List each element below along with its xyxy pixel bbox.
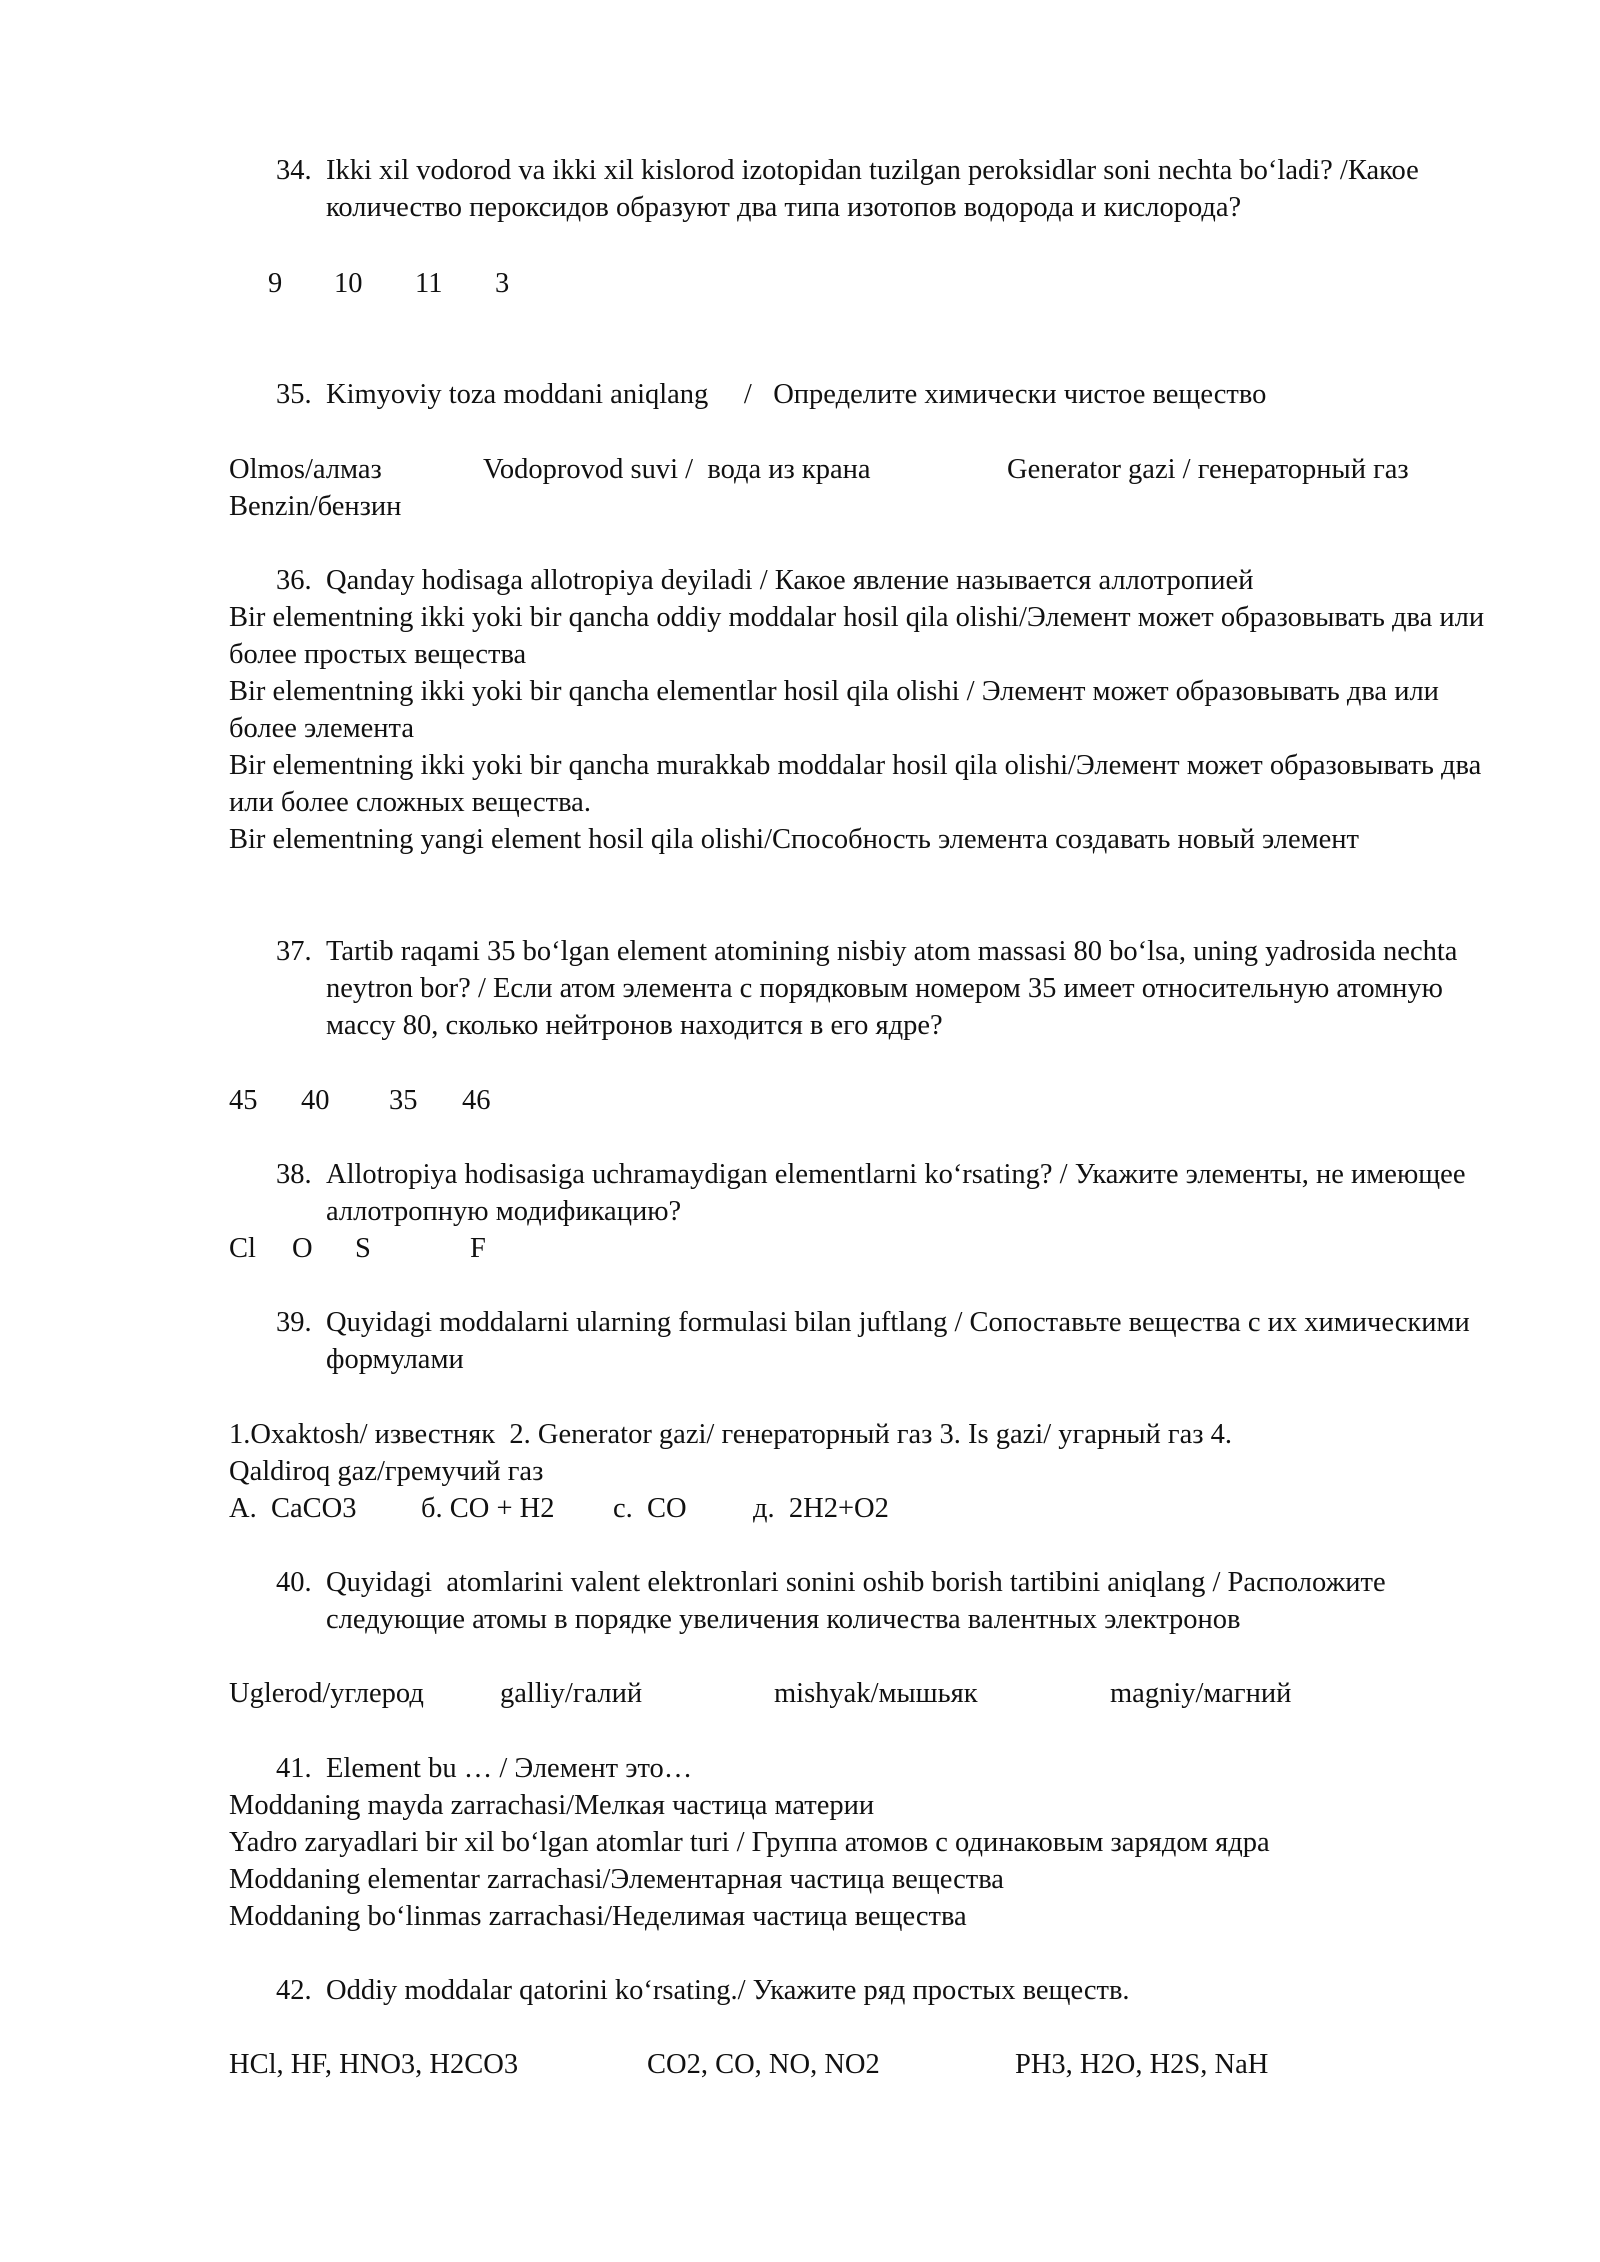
question-text: Kimyoviy toza moddani aniqlang / Определите химически чистое вещество: [326, 379, 1267, 410]
answer-option: Moddaning elementar zarrachasi/Элементарная частица вещества: [229, 1864, 1004, 1895]
question-37: [276, 933, 1516, 1044]
answer-option: PH3, H2O, H2S, NaH: [1015, 2049, 1269, 2080]
answer-option: O: [292, 1233, 313, 1264]
answer-option: S: [355, 1233, 371, 1264]
answer-option: Bir elementning ikki yoki bir qancha oddiy moddalar hosil qila olishi/Элемент может образовывать два или более простых вещества: [229, 602, 1485, 670]
question-text: Tartib raqami 35 bo‘lgan element atomining nisbiy atom massasi 80 bo‘lsa, uning yadrosida nechta neytron bor? / Если атом элемента с порядковым номером 35 имеет относительную атомную массу 80, сколько нейтронов находится в его ядре?: [326, 936, 1458, 1041]
answer-option: CO2, CO, NO, NO2: [647, 2049, 880, 2080]
answer-option: 45: [229, 1085, 258, 1116]
question-number: 38.: [276, 1159, 312, 1190]
question-text: Quyidagi moddalarni ularning formulasi bilan juftlang / Сопоставьте вещества с их химическими формулами: [326, 1307, 1470, 1375]
question-42: [276, 1972, 1516, 2009]
question-40: [276, 1564, 1516, 1638]
answer-option: Bir elementning ikki yoki bir qancha murakkab moddalar hosil qila olishi/Элемент может образовывать два или более сложных вещества.: [229, 750, 1482, 818]
answer-option: 11: [415, 268, 443, 299]
answer-option: А. CaCO3: [229, 1493, 357, 1524]
answer-option: 10: [334, 268, 363, 299]
question-38: [276, 1156, 1516, 1230]
answer-option: Cl: [229, 1233, 256, 1264]
matching-items: Qaldiroq gaz/гремучий газ: [229, 1456, 544, 1487]
answer-option: Moddaning bo‘linmas zarrachasi/Неделимая частица вещества: [229, 1901, 967, 1932]
question-number: 34.: [276, 155, 312, 186]
answer-option: 3: [495, 268, 510, 299]
answer-option: Bir elementning yangi element hosil qila olishi/Способность элемента создавать новый элемент: [229, 824, 1359, 855]
question-text: Quyidagi atomlarini valent elektronlari sonini oshib borish tartibini aniqlang / Расположите следующие атомы в порядке увеличения количества валентных электронов: [326, 1567, 1393, 1635]
question-number: 37.: [276, 936, 312, 967]
matching-items: 1.Oxaktosh/ известняк 2. Generator gazi/ генераторный газ 3. Is gazi/ угарный газ 4.: [229, 1419, 1232, 1450]
answer-option: б. CO + H2: [421, 1493, 555, 1524]
question-35: [276, 376, 1516, 413]
question-text: Ikki xil vodorod va ikki xil kislorod izotopidan tuzilgan peroksidlar soni nechta bo‘ladi? /Какое количество пероксидов образуют два типа изотопов водорода и кислорода?: [326, 155, 1419, 223]
answer-option: Benzin/бензин: [229, 491, 402, 522]
answer-option: Bir elementning ikki yoki bir qancha elementlar hosil qila olishi / Элемент может образовывать два или более элемента: [229, 676, 1439, 744]
answer-option: Yadro zaryadlari bir xil bo‘lgan atomlar turi / Группа атомов с одинаковым зарядом ядра: [229, 1827, 1270, 1858]
answer-option: F: [470, 1233, 486, 1264]
answer-option: Vodoprovod suvi / вода из крана: [483, 454, 871, 485]
answer-option: magniy/магний: [1110, 1678, 1292, 1709]
answer-option: Generator gazi / генераторный газ: [1007, 454, 1409, 485]
question-number: 40.: [276, 1567, 312, 1598]
answer-option: HCl, HF, HNO3, H2CO3: [229, 2049, 519, 2080]
question-number: 41.: [276, 1753, 312, 1784]
question-number: 36.: [276, 565, 312, 596]
question-41: [276, 1750, 1516, 1787]
answer-option: mishyak/мышьяк: [774, 1678, 978, 1709]
answer-option: Olmos/алмаз: [229, 454, 382, 485]
question-text: Element bu … / Элемент это…: [326, 1753, 693, 1784]
answer-option: 35: [389, 1085, 418, 1116]
answer-option: Uglerod/углерод: [229, 1678, 424, 1709]
answer-option: д. 2H2+O2: [753, 1493, 889, 1524]
answer-option: 46: [462, 1085, 491, 1116]
answer-option: с. CO: [613, 1493, 687, 1524]
answer-option: 40: [301, 1085, 330, 1116]
question-text: Allotropiya hodisasiga uchramaydigan elementlarni ko‘rsating? / Укажите элементы, не имеющее аллотропную модификацию?: [326, 1159, 1466, 1227]
answer-option: galliy/галий: [500, 1678, 643, 1709]
question-39: [276, 1304, 1516, 1378]
answer-option: Moddaning mayda zarrachasi/Мелкая частица материи: [229, 1790, 875, 1821]
question-number: 39.: [276, 1307, 312, 1338]
question-text: Oddiy moddalar qatorini ko‘rsating./ Укажите ряд простых веществ.: [326, 1975, 1130, 2006]
question-34: [276, 152, 1516, 226]
question-text: Qanday hodisaga allotropiya deyiladi / Какое явление называется аллотропией: [326, 565, 1254, 596]
answer-option: 9: [268, 268, 283, 299]
question-number: 35.: [276, 379, 312, 410]
question-number: 42.: [276, 1975, 312, 2006]
question-36: [276, 562, 1516, 599]
